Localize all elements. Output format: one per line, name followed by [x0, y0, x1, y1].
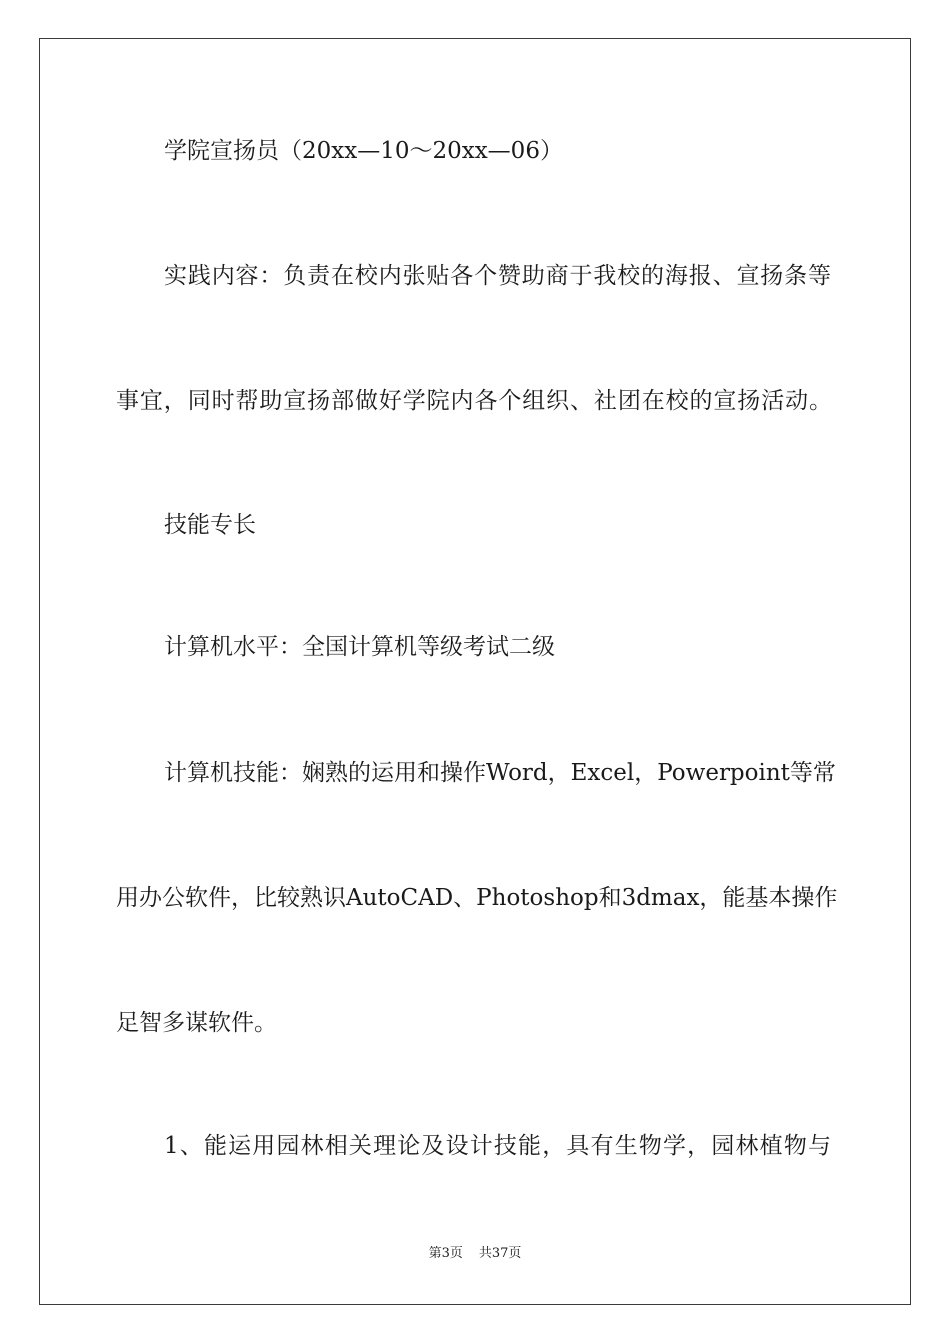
paragraph-computer-skills-line3: 足智多谋软件。 [116, 1010, 277, 1036]
section-heading-skills: 技能专长 [164, 512, 256, 538]
page-border [39, 38, 911, 1305]
total-pages: 共37页 [478, 1246, 522, 1261]
paragraph-position-title: 学院宣扬员（20xx—10～20xx—06） [164, 138, 563, 164]
paragraph-computer-level: 计算机水平：全国计算机等级考试二级 [164, 634, 555, 660]
page-footer [0, 1245, 950, 1263]
paragraph-computer-skills-line2: 用办公软件，比较熟识AutoCAD、Photoshop和3dmax，能基本操作 [116, 885, 838, 911]
paragraph-practice-content-line1: 实践内容：负责在校内张贴各个赞助商于我校的海报、宣扬条等 [164, 263, 831, 289]
page-number: 第3页 [428, 1246, 463, 1261]
paragraph-computer-skills-line1: 计算机技能：娴熟的运用和操作Word，Excel，Powerpoint等常 [164, 760, 836, 786]
paragraph-landscape-skills-line1: 1、能运用园林相关理论及设计技能，具有生物学，园林植物与 [164, 1133, 831, 1159]
paragraph-practice-content-line2: 事宜，同时帮助宣扬部做好学院内各个组织、社团在校的宣扬活动。 [116, 388, 832, 414]
